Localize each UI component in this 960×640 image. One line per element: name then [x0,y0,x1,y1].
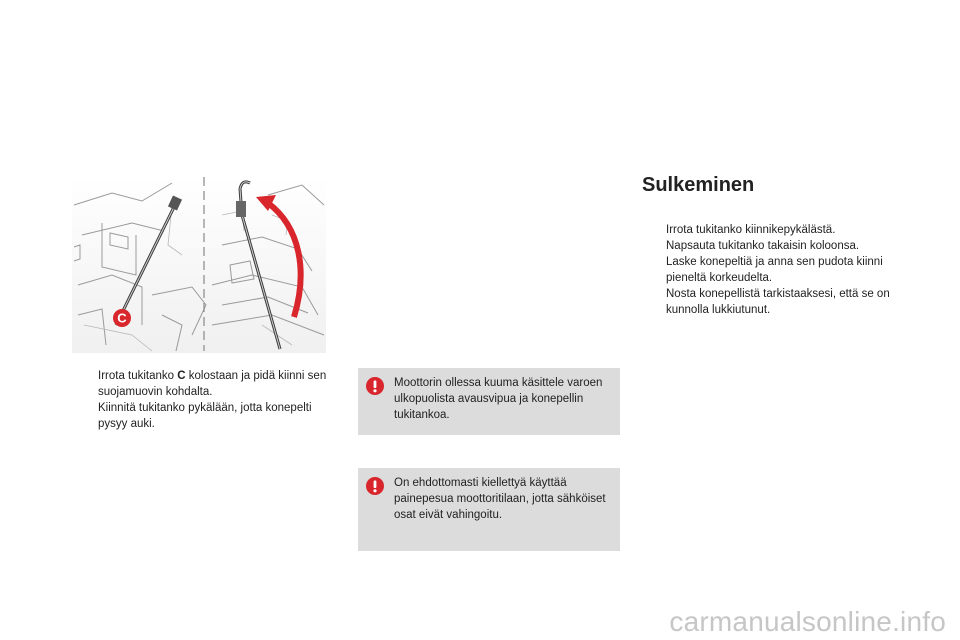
list-item [640,238,910,254]
instruction-text: Kiinnitä tukitanko pykälään, jotta konepelti pysyy auki. [98,402,312,430]
instruction-text: Nosta konepellistä tarkistaaksesi, että se on kunnolla lukkiutunut. [666,288,890,316]
instruction-text-start: Irrota tukitanko [98,370,178,382]
rod-reference-c: C [177,370,186,382]
list-item [640,222,910,238]
release-instructions [72,368,334,432]
warning-text: Moottorin ollessa kuuma käsittele varoen ulkopuolista avausvipua ja konepellin tukitankoa. [394,377,603,421]
warning-exclamation-icon [366,477,384,495]
callout-c-label: C [117,310,127,326]
instruction-text: Laske konepeltiä ja anna sen pudota kiinni pieneltä korkeudelta. [666,256,883,284]
list-item [72,368,334,400]
closing-instructions [640,222,910,318]
list-item [640,254,910,286]
site-watermark: carmanualsonline.info [669,606,946,637]
bonnet-stay-illustration [72,175,326,353]
warning-exclamation-icon [366,377,384,395]
instruction-text: Irrota tukitanko kiinnikepykälästä. [666,224,836,236]
engine-bay-drawing [72,175,326,353]
warning-box-pressure-washer [358,468,620,551]
list-item [72,400,334,432]
section-title: Sulkeminen [642,174,755,196]
callout-c-marker [113,309,131,327]
warning-text: On ehdottomasti kiellettyä käyttää painepesua moottoritilaan, jotta sähköiset osat eivät vahingoitu. [394,477,606,521]
warning-box-hot-engine [358,368,620,435]
instruction-text-end: kolostaan ja pidä kiinni sen suojamuovin kohdalta. [98,370,327,398]
list-item [640,286,910,318]
instruction-text: Napsauta tukitanko takaisin koloonsa. [666,240,860,252]
